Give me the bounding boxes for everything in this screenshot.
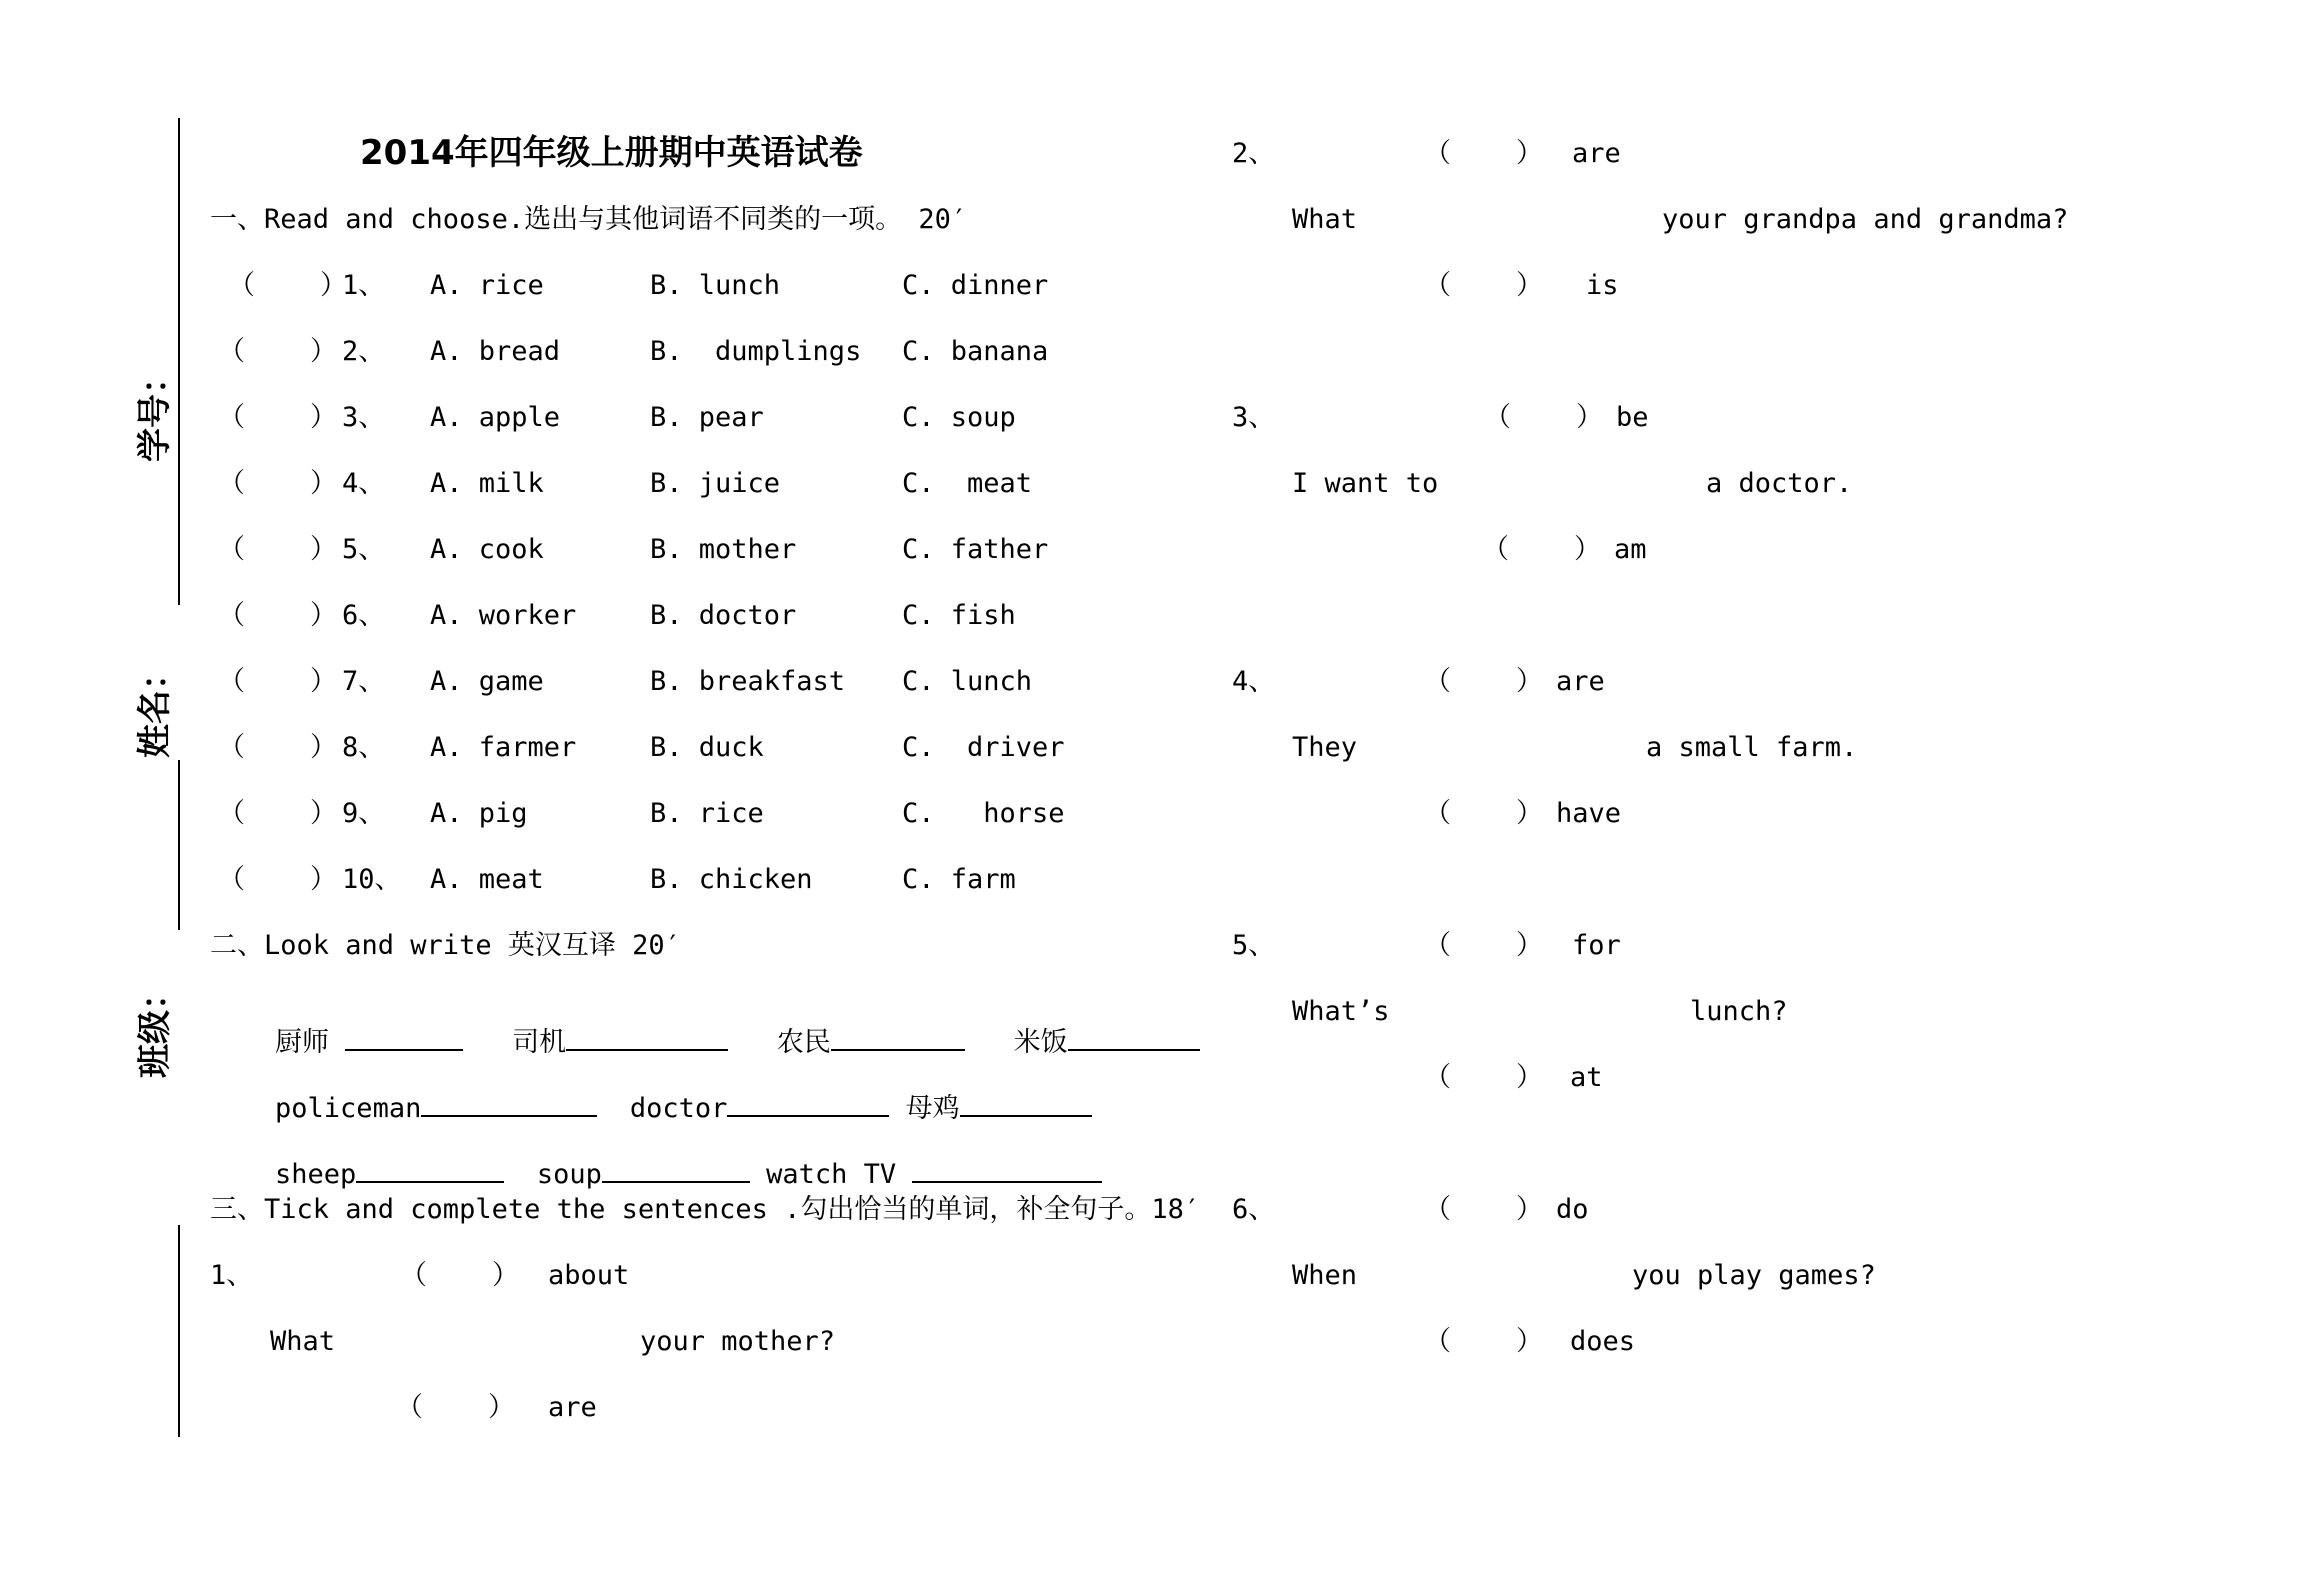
sentence-start: What [270,1326,336,1357]
word-sheep: sheep [275,1159,357,1190]
option-b[interactable]: B. juice [650,468,781,499]
option-b[interactable]: B. rice [650,798,764,829]
sentence-start: I want to [1292,468,1439,499]
sentence-end: a doctor. [1706,468,1853,499]
answer-bracket[interactable]: （ ） [1424,930,1544,961]
option-a[interactable]: A. bread [430,336,561,367]
option-b[interactable]: B. doctor [650,600,797,631]
question-number: 2、 [1232,138,1276,169]
word-option[interactable]: for [1572,930,1621,961]
word-option[interactable]: do [1556,1194,1589,1225]
answer-bracket[interactable]: （ ） [218,402,338,433]
option-a[interactable]: A. pig [430,798,528,829]
student-name-label: 姓名： [135,656,175,758]
section2-heading: 二、Look and write 英汉互译 20′ [210,930,681,961]
answer-bracket[interactable]: （ ） [1424,138,1544,169]
answer-blank[interactable] [831,1025,965,1051]
option-b[interactable]: B. duck [650,732,764,763]
word-option[interactable]: are [548,1392,597,1423]
section3-heading: 三、Tick and complete the sentences .勾出恰当的单词，补全句子。18′ [210,1194,1201,1225]
answer-blank[interactable] [912,1157,1102,1183]
item-number: 2、 [342,336,386,367]
option-c[interactable]: C. fish [902,600,1016,631]
option-b[interactable]: B. chicken [650,864,813,895]
answer-blank[interactable] [1068,1025,1200,1051]
binding-line-middle [178,760,180,930]
option-a[interactable]: A. milk [430,468,544,499]
answer-bracket[interactable]: （ ） [1424,1326,1544,1357]
answer-bracket[interactable]: （ ） [1482,534,1602,565]
option-c[interactable]: C. soup [902,402,1016,433]
option-a[interactable]: A. game [430,666,544,697]
sentence-start: What’s [1292,996,1390,1027]
option-c[interactable]: C. dinner [902,270,1049,301]
option-c[interactable]: C. banana [902,336,1049,367]
word-watch-tv: watch TV [766,1159,897,1190]
word-option[interactable]: am [1614,534,1647,565]
section1-heading: 一、Read and choose.选出与其他词语不同类的一项。 20′ [210,204,968,235]
answer-bracket[interactable]: （ ） [400,1260,520,1291]
option-c[interactable]: C. farm [902,864,1016,895]
option-b[interactable]: B. lunch [650,270,781,301]
binding-line-top [178,118,180,605]
word-option[interactable]: about [548,1260,630,1291]
word-option[interactable]: have [1556,798,1622,829]
answer-bracket[interactable]: （ ） [218,666,338,697]
word-option[interactable]: are [1556,666,1605,697]
class-label: 班级： [135,976,175,1078]
answer-bracket[interactable]: （ ） [218,600,338,631]
question-number: 6、 [1232,1194,1276,1225]
option-a[interactable]: A. apple [430,402,561,433]
item-number: 7、 [342,666,386,697]
option-a[interactable]: A. meat [430,864,544,895]
answer-blank[interactable] [421,1091,597,1117]
item-number: 3、 [342,402,386,433]
answer-bracket[interactable]: （ ） [218,864,338,895]
option-a[interactable]: A. cook [430,534,544,565]
sentence-start: They [1292,732,1358,763]
option-c[interactable]: C. horse [902,798,1065,829]
word-option[interactable]: at [1570,1062,1603,1093]
answer-bracket[interactable]: （ ） [1484,402,1604,433]
answer-bracket[interactable]: （ ） [1424,1194,1544,1225]
sentence-end: your mother? [640,1326,836,1357]
binding-line-bottom [178,1225,180,1437]
item-number: 5、 [342,534,386,565]
page-title: 2014年四年级上册期中英语试卷 [360,133,863,173]
option-b[interactable]: B. pear [650,402,764,433]
question-number: 1、 [210,1260,254,1291]
answer-bracket[interactable]: （ ） [1424,798,1544,829]
item-number: 9、 [342,798,386,829]
answer-bracket[interactable]: （ ） [218,534,338,565]
option-c[interactable]: C. lunch [902,666,1033,697]
word-option[interactable]: are [1572,138,1621,169]
item-number: 4、 [342,468,386,499]
answer-blank[interactable] [356,1157,504,1183]
answer-bracket[interactable]: （ ） [396,1392,516,1423]
answer-bracket[interactable]: （ ） [228,270,348,301]
option-b[interactable]: B. breakfast [650,666,846,697]
word-doctor: doctor [629,1093,728,1124]
answer-bracket[interactable]: （ ） [1424,270,1544,301]
word-option[interactable]: is [1586,270,1619,301]
item-number: 10、 [342,864,402,895]
option-c[interactable]: C. driver [902,732,1065,763]
answer-bracket[interactable]: （ ） [218,732,338,763]
question-number: 3、 [1232,402,1276,433]
answer-blank[interactable] [566,1025,728,1051]
answer-bracket[interactable]: （ ） [218,468,338,499]
option-c[interactable]: C. father [902,534,1049,565]
option-b[interactable]: B. dumplings [650,336,862,367]
item-number: 6、 [342,600,386,631]
answer-bracket[interactable]: （ ） [1424,666,1544,697]
sentence-end: lunch? [1690,996,1788,1027]
word-policeman: policeman [275,1093,422,1124]
sentence-end: a small farm. [1646,732,1858,763]
word-option[interactable]: be [1616,402,1649,433]
answer-blank[interactable] [602,1157,750,1183]
answer-blank[interactable] [727,1091,889,1117]
sentence-end: you play games? [1632,1260,1876,1291]
answer-bracket[interactable]: （ ） [1424,1062,1544,1093]
word-rice: 米饭 [1013,1027,1068,1058]
option-a[interactable]: A. worker [430,600,577,631]
word-hen: 母鸡 [905,1093,960,1124]
student-number-label: 学号： [135,360,175,462]
question-number: 4、 [1232,666,1276,697]
word-chef: 厨师 [275,1027,330,1058]
option-a[interactable]: A. farmer [430,732,577,763]
question-number: 5、 [1232,930,1276,961]
answer-blank[interactable] [345,1025,463,1051]
word-farmer: 农民 [776,1027,831,1058]
sentence-start: When [1292,1260,1358,1291]
answer-bracket[interactable]: （ ） [218,798,338,829]
option-a[interactable]: A. rice [430,270,544,301]
answer-bracket[interactable]: （ ） [218,336,338,367]
sentence-start: What [1292,204,1358,235]
word-option[interactable]: does [1570,1326,1636,1357]
sentence-end: your grandpa and grandma? [1662,204,2069,235]
option-c[interactable]: C. meat [902,468,1033,499]
option-b[interactable]: B. mother [650,534,797,565]
word-soup: soup [536,1159,602,1190]
item-number: 8、 [342,732,386,763]
item-number: 1、 [342,270,386,301]
word-driver: 司机 [512,1027,567,1058]
answer-blank[interactable] [960,1091,1092,1117]
